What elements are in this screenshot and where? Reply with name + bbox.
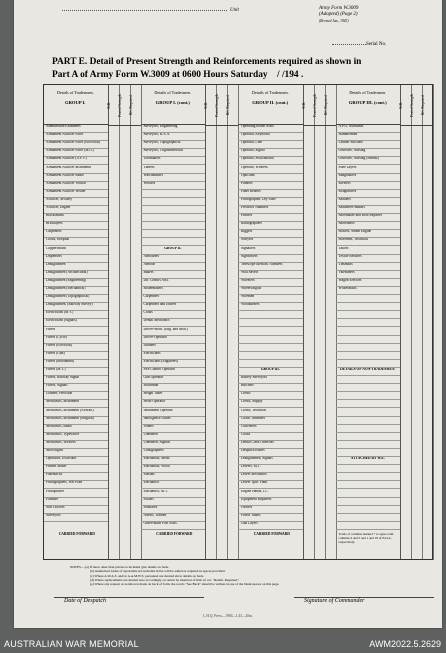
table-row: Armament Artificer Fitter (M.G.) <box>43 149 108 157</box>
table-row: Plate Layers <box>336 166 401 174</box>
table-row: Boilermakers <box>141 287 206 295</box>
table-row: Draughtsmen (Topographical) <box>43 295 108 303</box>
table-row: Painters <box>238 182 303 190</box>
table-row: Radiographers <box>238 222 303 230</box>
table-row: Butchers <box>238 384 303 392</box>
table-row: Carpenters <box>43 230 108 238</box>
table-row: Despatch Riders <box>238 449 303 457</box>
table-row: Printers <box>238 214 303 222</box>
table-row <box>336 376 401 384</box>
group-column <box>43 84 109 560</box>
table-row <box>336 441 401 449</box>
table-row: GROUP III. <box>238 368 303 376</box>
table-row: Fitters (M.T.) <box>43 368 108 376</box>
table-row: Hatchman <box>141 384 206 392</box>
table-row: Carpenters <box>141 295 206 303</box>
unit-field: Unit <box>62 8 262 18</box>
table-row: Draughtsmen, (Railway Survey) <box>43 303 108 311</box>
table-row: Ammunition Examiners <box>43 125 108 133</box>
table-row: Draughtsmen <box>43 263 108 271</box>
table-row: Farriers <box>238 506 303 514</box>
table-row: Saw Doctors <box>43 506 108 514</box>
table-row: Cooks <box>238 433 303 441</box>
table-row: Clerks <box>238 392 303 400</box>
table-row <box>238 352 303 360</box>
table-row: Fitters, Railway Signal <box>43 376 108 384</box>
table-row <box>336 514 401 522</box>
table-row: Cooks, Hospital <box>43 238 108 246</box>
column-header: Details of Tradesmen. GROUP I. <box>43 84 108 125</box>
table-row: Intelligence Duties <box>141 417 206 425</box>
table-row: Storemen, Technical <box>336 238 401 246</box>
table-row <box>141 214 206 222</box>
table-row: Drivers, M.T. <box>238 465 303 473</box>
column-header: Details of Tradesmen. GROUP III. (cont.) <box>336 84 401 125</box>
table-row: N.P.G. Assistants <box>336 125 401 133</box>
table-row: Moulders <box>141 506 206 514</box>
table-row: Watchmakers <box>141 174 206 182</box>
table-row: Signallers <box>238 247 303 255</box>
table-row <box>141 238 206 246</box>
table-row: Riggers <box>238 230 303 238</box>
table-row <box>336 336 401 344</box>
table-row <box>141 206 206 214</box>
table-row: Armament Artificer Vehicle <box>43 182 108 190</box>
table-row: Rangetakers <box>336 174 401 182</box>
table-row: Height Taker <box>141 392 206 400</box>
table-row: Leather Stitchers <box>336 141 401 149</box>
table-row: Engine Hands, I.C. <box>238 490 303 498</box>
table-row <box>238 360 303 368</box>
carried-forward: CARRIED FORWARD <box>58 532 95 536</box>
archive-name: AUSTRALIAN WAR MEMORIAL <box>4 639 139 649</box>
table-row: Armourers <box>141 255 206 263</box>
table-row: Mechanics, Instrument (Surgical) <box>43 417 108 425</box>
table-row <box>336 384 401 392</box>
table-row: Draughtsmen (Engineering) <box>43 279 108 287</box>
table-row: Pattern Maker <box>43 465 108 473</box>
table-row: Textile Refitters <box>336 255 401 263</box>
table-row: GROUP II. <box>141 247 206 255</box>
table-row <box>336 352 401 360</box>
column-header: Posted Strength. <box>410 93 414 117</box>
archive-footer <box>0 636 446 653</box>
table-row: Fitters (Instrument) <box>43 360 108 368</box>
table-row: Hammermen <box>336 133 401 141</box>
serial-number: Serial No. <box>332 42 386 47</box>
table-row: Mechanics, Wireless <box>43 441 108 449</box>
column-header: W.R. <box>301 101 306 109</box>
column-header: Details of Tradesmen. GROUP I. (cont.) <box>141 84 206 125</box>
table-row <box>238 319 303 327</box>
table-row: Coppersmiths <box>43 247 108 255</box>
table-row: Tailors <box>336 247 401 255</box>
table-row: Fitters' Mates <box>238 514 303 522</box>
table-row: Mechanics, Radio <box>43 425 108 433</box>
table-row <box>336 344 401 352</box>
table-row <box>336 392 401 400</box>
table-row <box>141 190 206 198</box>
table-row: Linesmen, Signals <box>141 441 206 449</box>
table-row <box>336 506 401 514</box>
table-row: Artificer, Artillery <box>43 198 108 206</box>
table-row: Electricians (Engineers) <box>141 360 206 368</box>
table-row <box>238 344 303 352</box>
table-row: Driver-Mech. (Eng. and Mod.) <box>141 328 206 336</box>
column-header: Rft. Required. <box>226 94 230 116</box>
signature-area <box>54 597 434 609</box>
table-row: Opticians <box>238 174 303 182</box>
table-row <box>141 198 206 206</box>
table-row: Fitters (Gun) <box>43 352 108 360</box>
table-row: Electricians <box>141 352 206 360</box>
table-row: Mechanics, Typewriter <box>43 433 108 441</box>
table-row <box>238 336 303 344</box>
table-row: Mechanics, Instrument <box>43 400 108 408</box>
column-header: W.R. <box>106 101 111 109</box>
table-row <box>336 319 401 327</box>
form-reference: Army Form W.3009 (Adapted) (Page 2) (Revised Jan., 1943) <box>319 6 359 23</box>
column-header: Details of Tradesmen. GROUP II. (cont.) <box>238 84 303 125</box>
table-row: Wheelers <box>238 279 303 287</box>
table-row: Driver-Operator <box>141 336 206 344</box>
table-row: Cooks <box>141 311 206 319</box>
table-row: Surveyors, Trigonometrical <box>141 149 206 157</box>
table-row: Surveyors, R.A.A. <box>141 133 206 141</box>
table-row <box>336 498 401 506</box>
table-row <box>336 522 401 530</box>
group-column <box>238 84 304 560</box>
table-row: Surveyors, Engineering <box>141 125 206 133</box>
column-header: Rft. Required. <box>421 94 425 116</box>
table-row: Panel Beaters <box>238 190 303 198</box>
table-row: Gun Operator <box>141 376 206 384</box>
column-header: Posted Strength. <box>312 93 317 117</box>
table-row: Wagon Erectors <box>336 279 401 287</box>
table-row: Coach Trimmers <box>238 417 303 425</box>
table-row: Wiremen <box>238 295 303 303</box>
table-row: Machinists, Wood <box>141 465 206 473</box>
table-row: Operator, Switchboard <box>238 157 303 165</box>
table-row: Electricians (Signals) <box>43 319 108 327</box>
table-row: Wheelwrights <box>238 287 303 295</box>
table-row: Machinists, Metal <box>141 457 206 465</box>
table-row: Armament Artificer Fitter (Electrical) <box>43 141 108 149</box>
table-row <box>336 311 401 319</box>
table-row: Clerks, Technical <box>238 409 303 417</box>
totals-note: Totals of columns marked * to agree with columns 4 and 5 and 1 and 16 of Part A, respectively. <box>338 532 394 544</box>
table-row: Linesmen <box>141 433 206 441</box>
table-row <box>336 481 401 489</box>
table-row: Operator, Wireless <box>238 166 303 174</box>
table-row: Operators, Excavator <box>43 457 108 465</box>
column-header: W.R. <box>204 101 208 109</box>
table-row <box>336 409 401 417</box>
table-row: Riveters <box>336 182 401 190</box>
table-row: Draughtsmen (Mechanical) <box>43 287 108 295</box>
table-row: Blacksmiths <box>43 214 108 222</box>
table-row: Sawyers <box>238 238 303 246</box>
table-row: Fitters (Electrical) <box>43 344 108 352</box>
table-row: Operator, Keyboard <box>238 133 303 141</box>
table-row: Millwrights <box>43 449 108 457</box>
table-row: Draughtsmen (Architectural) <box>43 271 108 279</box>
table-row: Shoemaker and Boot Repairer <box>336 214 401 222</box>
table-row: DETAILS OF NON-TRADESMEN. <box>336 368 401 376</box>
table-row: Dtr. Comd's Asst. <box>141 279 206 287</box>
table-row: Artificer, Engine <box>43 206 108 214</box>
notes-block: NOTES.—(a) If more other than private is included give details on back. (b) Authorized trades of specialists not included in list will be added as required in spaces provided. (c) Where A.W.A.S. and/or A.A.M.W.S. personnel are desired show details on back. (d) Where replacements are desired note accordingly on return by insertion of R.R. in col. "Reinfs. Required". (e) Where any request or notation is made on back of form, the words "See Back" should be written in one of the blank spaces on this page. <box>70 565 280 587</box>
table-row: Armament Artificer Welder <box>43 190 108 198</box>
table-row: Dental Mechanics <box>141 319 206 327</box>
table-row: Orderlies, Nursing (Mental) <box>336 157 401 165</box>
table-row: Bakers <box>141 271 206 279</box>
table-row: Photographer, Dry Plate <box>238 198 303 206</box>
table-row: Surveyors, Topographical <box>141 141 206 149</box>
table-row: Electricians (M.V.) <box>43 311 108 319</box>
table-row <box>336 449 401 457</box>
table-row: Orderlies, Nursing <box>336 149 401 157</box>
table-row <box>336 425 401 433</box>
table-row: Driver Tptn. Plant <box>238 481 303 489</box>
table-row: ATTACHED BY W.E. <box>336 457 401 465</box>
table-row <box>141 222 206 230</box>
table-row: Masons <box>141 473 206 481</box>
table-row: Mechanics <box>141 481 206 489</box>
archive-id: AWM2022.5.2629 <box>369 639 441 649</box>
table-row <box>336 295 401 303</box>
table-row: Armour <box>141 263 206 271</box>
table-row: Photoprinter <box>43 490 108 498</box>
table-row: Armament Artificer Radio <box>43 174 108 182</box>
group-column <box>141 84 207 560</box>
table-row: Carpenters and Joiners <box>141 303 206 311</box>
group-column <box>336 84 402 560</box>
carried-forward: CARRIED FORWARD <box>253 532 290 536</box>
table-row: Operator, Line <box>238 141 303 149</box>
table-row: Welders <box>141 182 206 190</box>
table-row <box>336 303 401 311</box>
table-row <box>336 473 401 481</box>
table-row: Telescope Identifn. Numbers <box>238 263 303 271</box>
commander-signature: Signature of Commander <box>304 598 365 604</box>
table-row: Helio Operator <box>141 400 206 408</box>
table-row: Pharmacist <box>43 473 108 481</box>
table-row: Millers <box>141 498 206 506</box>
table-row: Instrument Operator <box>141 409 206 417</box>
table-row: Dental Clerk Orderlies <box>238 441 303 449</box>
table-row <box>336 400 401 408</box>
table-row <box>336 360 401 368</box>
table-row <box>336 490 401 498</box>
table-row <box>336 417 401 425</box>
table-row: Observation Post Assts. <box>141 522 206 530</box>
table-row: Roughriders <box>336 190 401 198</box>
table-row: Toolmakers <box>141 157 206 165</box>
table-row: Bricklayers <box>43 222 108 230</box>
table-row: Lithographers <box>141 449 206 457</box>
table-row: Woodturners <box>238 303 303 311</box>
table-row: Draughtsmen, Signals <box>238 457 303 465</box>
table-row: Mechanics, M.T. <box>141 490 206 498</box>
table-row: Surveyors <box>43 514 108 522</box>
tradesmen-table <box>43 84 433 560</box>
carried-forward: CARRIED FORWARD <box>156 532 193 536</box>
table-row: Grinder, Precision <box>43 392 108 400</box>
table-row: Joiners <box>141 425 206 433</box>
rft-column <box>422 84 434 560</box>
table-row: Armament Artificer Instrument <box>43 166 108 174</box>
table-row: Equipment Repairers <box>238 498 303 506</box>
table-row <box>141 230 206 238</box>
table-row: Wall Savers <box>238 271 303 279</box>
table-row: Armament Artificer (A.F.V.) <box>43 157 108 165</box>
table-row: Photographers, Wet Plate <box>43 481 108 489</box>
table-row <box>336 328 401 336</box>
table-row: Dispensers <box>43 255 108 263</box>
table-row: Predictor Numbers <box>238 206 303 214</box>
table-row: Saddletree makers <box>336 206 401 214</box>
table-row: Tinsmiths <box>336 263 401 271</box>
form-title: PART E. Detail of Present Strength and Reinforcements required as shown in Part A of Army Form W.3009 at 0600 Hours Saturday / /194 . <box>52 57 362 80</box>
table-row: Whitesmiths <box>336 287 401 295</box>
table-row: Fire Control Operator <box>141 368 206 376</box>
table-row: Fitters (Cycle) <box>43 336 108 344</box>
table-row: Signwriters <box>238 255 303 263</box>
table-row: Nurses, Trained <box>141 514 206 522</box>
table-row: Clerks, Supply <box>238 400 303 408</box>
table-row: Driver Mechanics <box>238 473 303 481</box>
table-row: Operator, Signal <box>238 149 303 157</box>
table-row: Mechanics, Instrument (Aircraft) <box>43 409 108 417</box>
table-row: Battery Surveyors <box>238 376 303 384</box>
table-row: Fitters <box>43 328 108 336</box>
table-row: Armament Artificer Fitter <box>43 133 108 141</box>
table-row <box>238 328 303 336</box>
column-header: Rft. Required. <box>128 94 133 116</box>
table-row: Shoredders <box>336 222 401 230</box>
form-page <box>14 0 442 628</box>
table-row: Concreters <box>238 425 303 433</box>
table-row: Drainers <box>141 344 206 352</box>
table-row: Saddlers <box>336 198 401 206</box>
table-row <box>238 311 303 319</box>
table-row: Gun Layers <box>238 522 303 530</box>
table-row: Turners <box>141 166 206 174</box>
column-header: Rft. Required. <box>323 94 328 116</box>
column-header: W.R. <box>399 101 403 109</box>
table-row: Fitters, Signals <box>43 384 108 392</box>
table-row <box>336 465 401 473</box>
table-row: Valentiners <box>336 271 401 279</box>
table-row: Operating Room Assts. <box>238 125 303 133</box>
table-row <box>336 433 401 441</box>
printer-imprint: L.H.Q. Press—1984—I.43—20m. <box>203 614 253 618</box>
table-row: Stokers, Steam Engine <box>336 230 401 238</box>
date-of-despatch: Date of Despatch <box>64 598 106 604</box>
column-header: Posted Strength. <box>117 93 122 117</box>
table-row: Plumber <box>43 498 108 506</box>
column-header: Posted Strength. <box>215 93 219 117</box>
